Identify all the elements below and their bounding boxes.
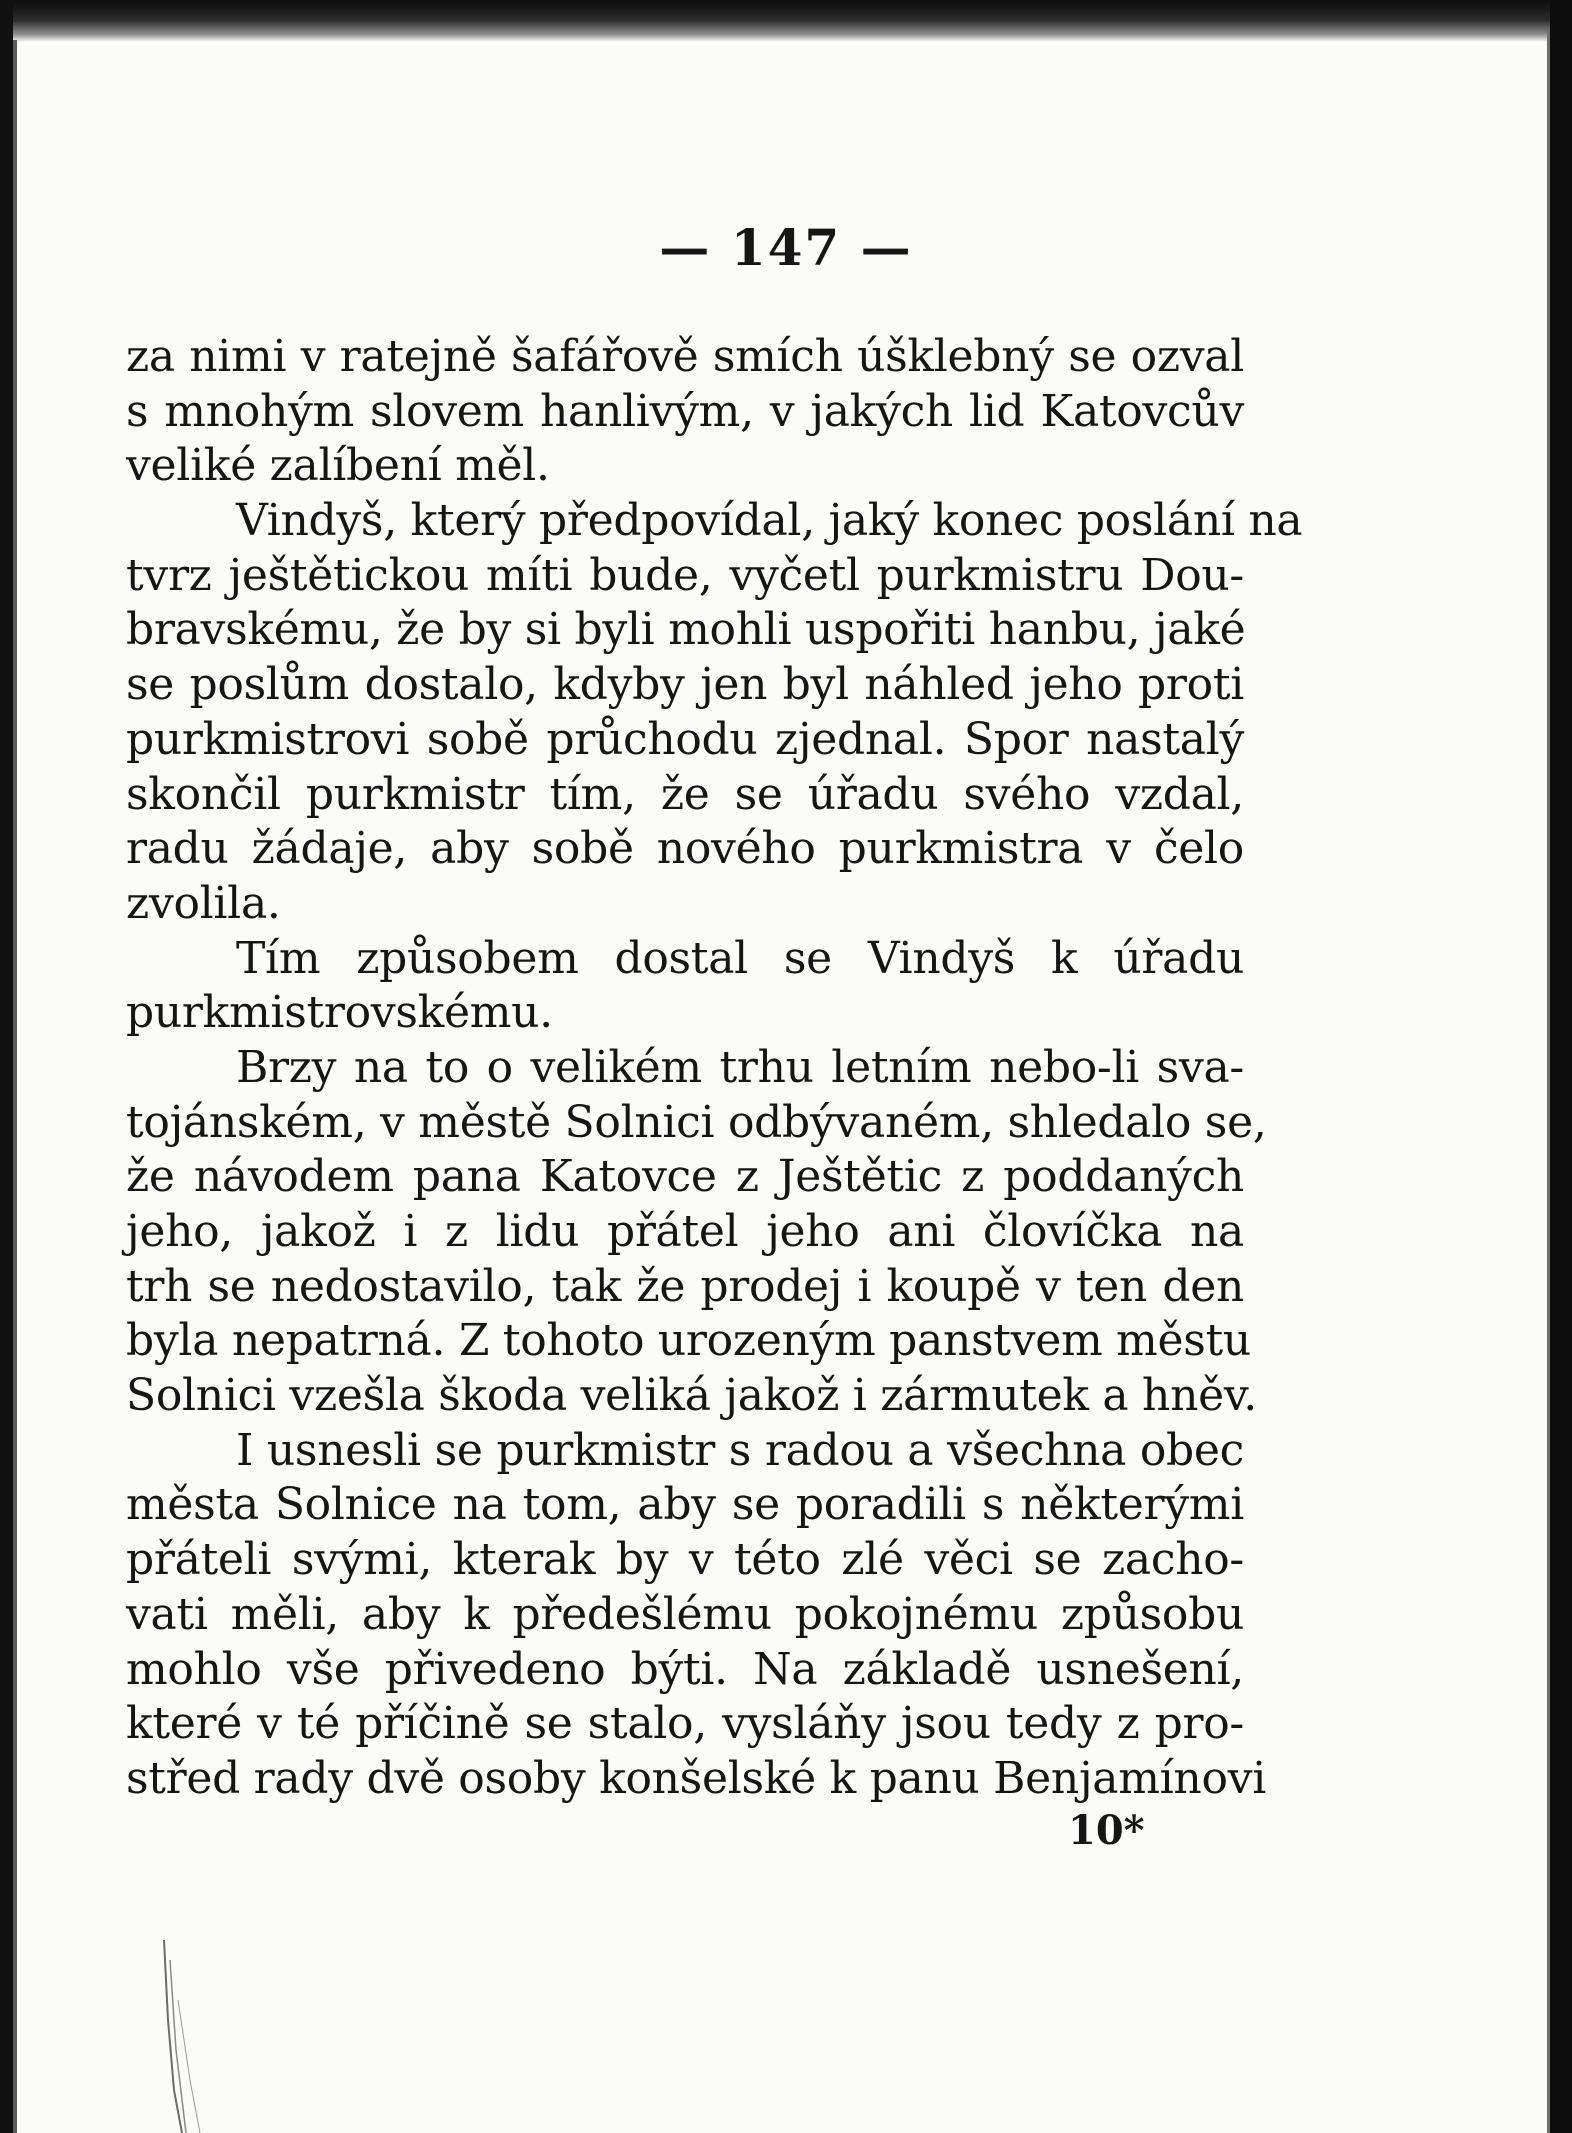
text-line: vati měli, aby k předešlému pokojnému způsobu	[126, 1588, 1244, 1640]
text-line: I usnesli se purkmistr s radou a všechna obec	[236, 1424, 1244, 1476]
text-line: přáteli svými, kterak by v této zlé věci se zacho-	[126, 1534, 1244, 1586]
signature-mark: 10*	[1068, 1807, 1145, 1854]
text-line: purkmistrovi sobě průchodu zjednal. Spor nastalý	[126, 713, 1244, 765]
text-line: které v té příčině se stalo, vysláňy jsou tedy z pro-	[126, 1698, 1244, 1750]
text-line: Brzy na to o velikém trhu letním nebo-li sva-	[236, 1041, 1244, 1093]
text-line: tojánském, v městě Solnici odbývaném, shledalo se,	[126, 1096, 1267, 1148]
text-line: Vindyš, který předpovídal, jaký konec poslání na	[236, 495, 1303, 547]
text-line: radu žádaje, aby sobě nového purkmistra v čelo	[126, 823, 1244, 875]
page-number: — 147 —	[659, 218, 913, 277]
text-line: veliké zalíbení měl.	[126, 440, 550, 492]
text-line: zvolila.	[126, 877, 281, 929]
text-line: byla nepatrná. Z tohoto urozeným panstvem městu	[126, 1315, 1251, 1367]
scan-left-border	[0, 0, 13, 2133]
text-line: města Solnice na tom, aby se poradili s některými	[126, 1479, 1244, 1531]
scan-top-border	[0, 0, 1572, 42]
text-line: s mnohým slovem hanlivým, v jakých lid Katovcův	[126, 385, 1244, 437]
text-line: Solnici vzešla škoda veliká jakož i zármutek a hněv.	[126, 1370, 1257, 1422]
text-line: tvrz ještětickou míti bude, vyčetl purkmistru Dou-	[126, 549, 1244, 601]
scan-right-shadow	[1547, 30, 1550, 2133]
text-line: purkmistrovskému.	[126, 987, 553, 1039]
text-line: za nimi v ratejně šafářově smích úšklebný se ozval	[126, 331, 1244, 382]
text-line: mohlo vše přivedeno býti. Na základě usnešení,	[126, 1643, 1244, 1695]
body-text	[126, 330, 1303, 1807]
text-line: že návodem pana Katovce z Ještětic z poddaných	[126, 1151, 1244, 1203]
text-line: skončil purkmistr tím, že se úřadu svého vzdal,	[126, 768, 1244, 820]
text-line: jeho, jakož i z lidu přátel jeho ani človíčka na	[126, 1206, 1244, 1257]
text-line: střed rady dvě osoby konšelské k panu Benjamínovi	[126, 1752, 1266, 1804]
text-line: trh se nedostavilo, tak že prodej i koupě v ten den	[126, 1260, 1244, 1312]
text-line: bravskému, že by si byli mohli uspořiti hanbu, jaké	[126, 604, 1246, 656]
scan-left-shadow	[13, 40, 17, 2133]
text-line: se poslům dostalo, kdyby jen byl náhled jeho proti	[126, 659, 1244, 711]
scan-right-border	[1550, 0, 1572, 2133]
text-line: Tím způsobem dostal se Vindyš k úřadu	[236, 932, 1244, 984]
paper-scratch-marks	[160, 1940, 220, 2133]
